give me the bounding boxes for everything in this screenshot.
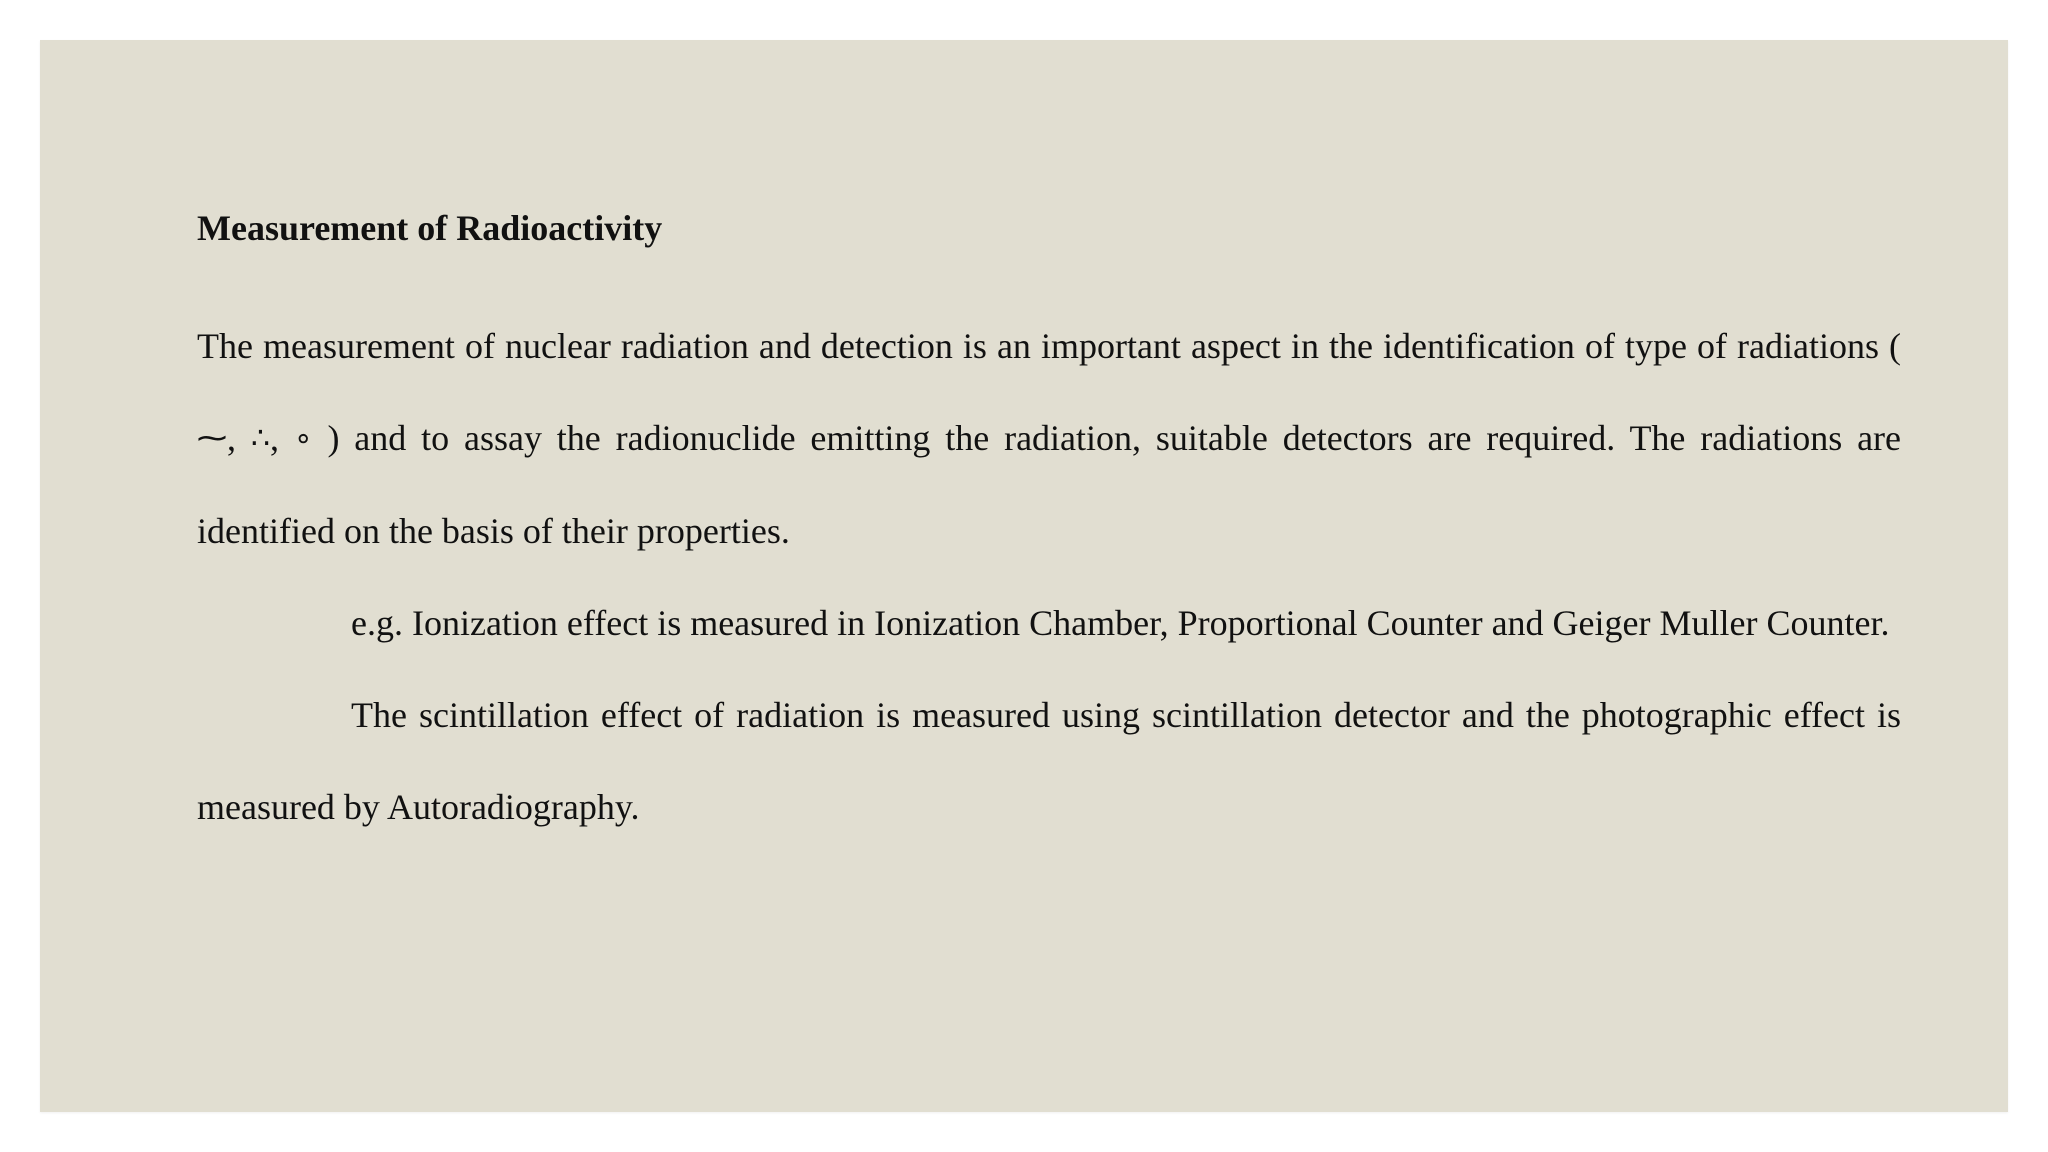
paragraph-intro-text-1: The measurement of nuclear radiation and detection is an important aspect in the identification of type of radiations (: [197, 326, 1901, 366]
paragraph-intro-text-2: ) and to assay the radionuclide emitting the radiation, suitable detectors are required. The radiations are identified on the basis of their properties.: [197, 418, 1902, 551]
slide-title: Measurement of Radioactivity: [197, 208, 663, 248]
alpha-symbol: ⁓: [197, 421, 227, 456]
paragraph-scintillation: The scintillation effect of radiation is measured using scintillation detector and the photographic effect is measured by Autoradiography.: [197, 695, 1901, 827]
slide-content: [197, 208, 1901, 853]
slide: [40, 40, 2008, 1112]
paragraph-intro: The measurement of nuclear radiation and detection is an important aspect in the identification of type of radiations (⁓, ∴, ∘ ) and to assay the radionuclide emitting the radiation, suitable detectors are required. The radiations are identified on the basis of their properties.: [197, 326, 1902, 551]
beta-symbol: ∴: [250, 421, 270, 456]
gamma-symbol: ∘: [293, 421, 313, 456]
paragraph-ionization: e.g. Ionization effect is measured in Ionization Chamber, Proportional Counter and Geiger Muller Counter.: [351, 603, 1890, 643]
